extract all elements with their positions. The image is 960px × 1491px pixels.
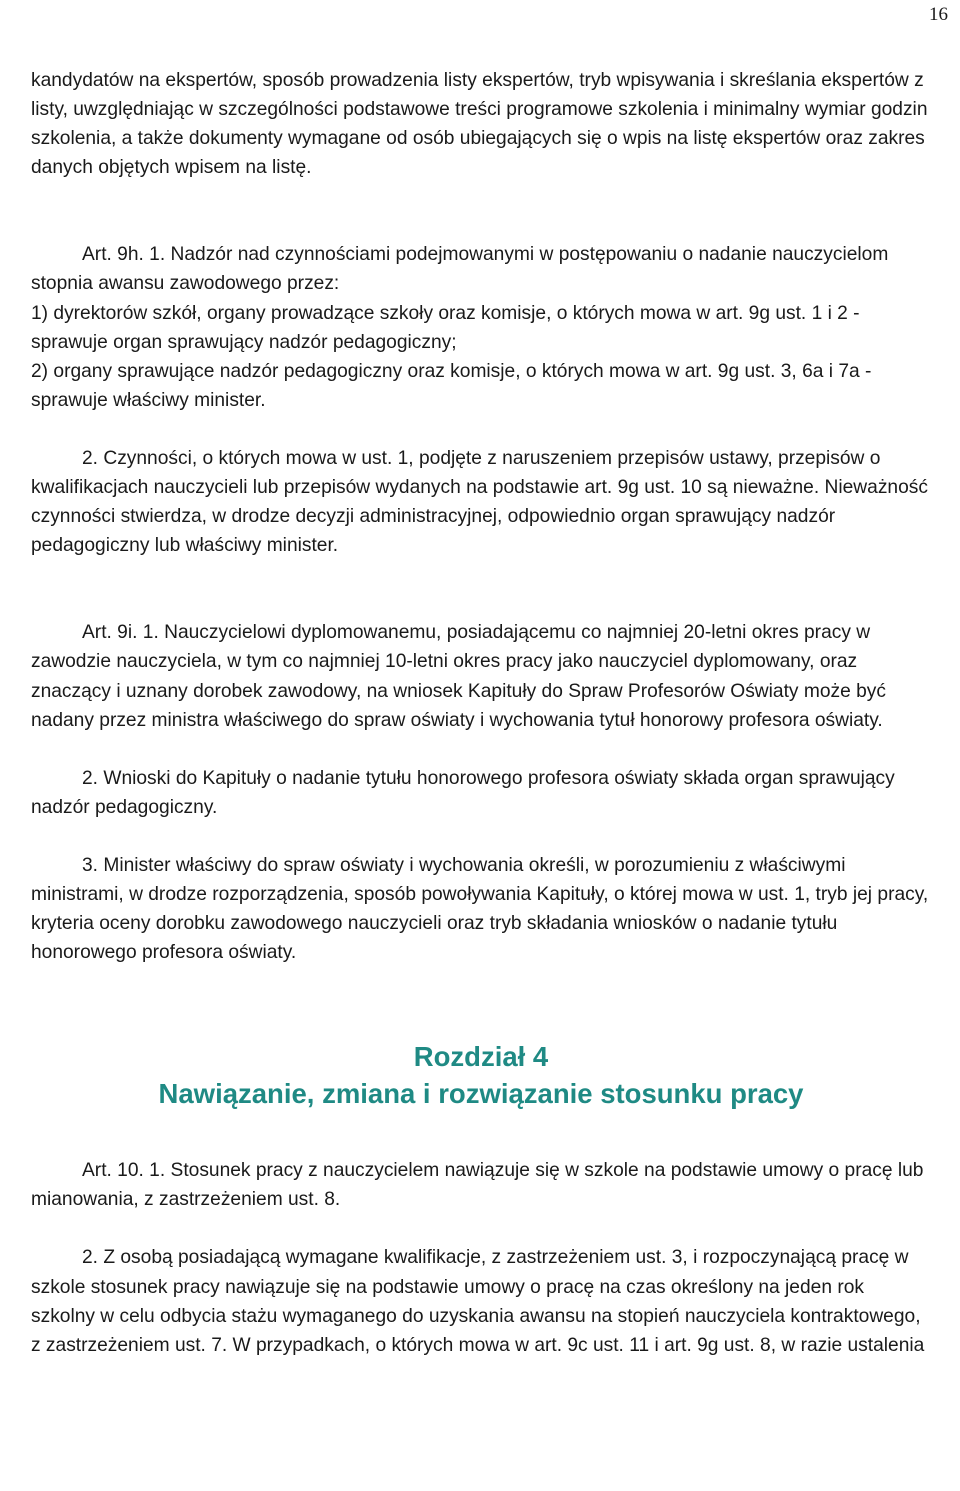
article-9h-section-2: 2. Czynności, o których mowa w ust. 1, podjęte z naruszeniem przepisów ustawy, przepisów o kwalifikacjach nauczycieli lub przepisów wydanych na podstawie art. 9g ust. 10 są nieważne. Nieważność czynności stwierdza, w drodze decyzji administracyjnej, odpowiednio organ sprawujący nadzór pedagogiczny lub właściwy minister. xyxy=(31,447,928,557)
chapter-heading xyxy=(31,1039,931,1112)
article-9h-intro: Art. 9h. 1. Nadzór nad czynnościami podejmowanymi w postępowaniu o nadanie nauczycielom stopnia awansu zawodowego przez: xyxy=(31,244,889,295)
article-10-section-2: 2. Z osobą posiadającą wymagane kwalifikacje, z zastrzeżeniem ust. 3, i rozpoczynającą pracę w szkole stosunek pracy nawiązuje się na podstawie umowy o pracę na czas określony na jeden rok szkolny w celu odbycia stażu wymaganego do uzyskania awansu na stopień nauczyciela kontraktowego, z zastrzeżeniem ust. 7. W przypadkach, o których mowa w art. 9c ust. 11 i art. 9g ust. 8, w razie ustalenia xyxy=(31,1247,925,1356)
page-number: 16 xyxy=(929,4,948,25)
paragraph-continuation: kandydatów na ekspertów, sposób prowadzenia listy ekspertów, tryb wpisywania i skreślania ekspertów z listy, uwzględniając w szczególności podstawowe treści programowe szkolenia i minimalny wymiar godzin szkolenia, a także dokumenty wymagane od osób ubiegających się o wpis na listę ekspertów oraz zakres danych objętych wpisem na listę. xyxy=(31,70,928,179)
article-9h-point-2: 2) organy sprawujące nadzór pedagogiczny oraz komisje, o których mowa w art. 9g ust. 3, 6a i 7a - sprawuje właściwy minister. xyxy=(31,360,872,411)
article-9i-section-2: 2. Wnioski do Kapituły o nadanie tytułu honorowego profesora oświaty składa organ sprawujący nadzór pedagogiczny. xyxy=(31,767,895,818)
article-9h-point-1: 1) dyrektorów szkół, organy prowadzące szkoły oraz komisje, o których mowa w art. 9g ust. 1 i 2 - sprawuje organ sprawujący nadzór pedagogiczny; xyxy=(31,302,860,353)
chapter-title: Nawiązanie, zmiana i rozwiązanie stosunku pracy xyxy=(158,1077,804,1109)
chapter-number: Rozdział 4 xyxy=(413,1041,549,1073)
article-10-section-1: Art. 10. 1. Stosunek pracy z nauczycielem nawiązuje się w szkole na podstawie umowy o pracę lub mianowania, z zastrzeżeniem ust. 8. xyxy=(31,1160,924,1211)
article-9i-section-3: 3. Minister właściwy do spraw oświaty i wychowania określi, w porozumieniu z właściwymi ministrami, w drodze rozporządzenia, sposób powoływania Kapituły, o której mowa w ust. 1, tryb jej pracy, kryteria oceny dorobku zawodowego nauczycieli oraz tryb składania wniosków o nadanie tytułu honorowego profesora oświaty. xyxy=(31,854,929,964)
document-body xyxy=(31,66,931,1360)
article-9i-section-1: Art. 9i. 1. Nauczycielowi dyplomowanemu, posiadającemu co najmniej 20-letni okres pracy w zawodzie nauczyciela, w tym co najmniej 10-letni okres pracy jako nauczyciel dyplomowany, oraz znaczący i uznany dorobek zawodowy, na wniosek Kapituły do Spraw Profesorów Oświaty może być nadany przez ministra właściwego do spraw oświaty i wychowania tytuł honorowy profesora oświaty. xyxy=(31,622,886,731)
